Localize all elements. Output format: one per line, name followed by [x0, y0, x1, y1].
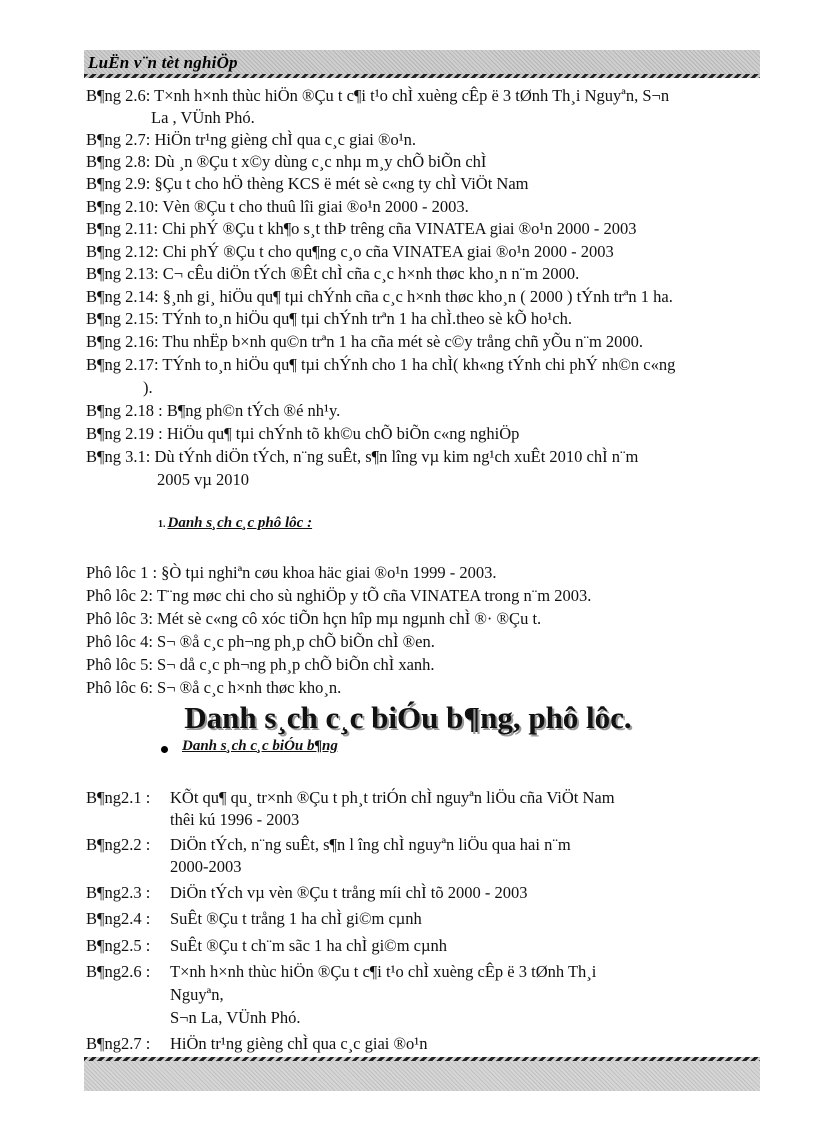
page-footer	[84, 1057, 760, 1091]
table-list-line: B¶ng 2.17: TÝnh to¸n hiÖu qu¶ tµi chÝnh cho 1 ha chÌ( kh«ng tÝnh chi phÝ nh©n c«ng	[86, 355, 676, 374]
table-list-line: B¶ng 2.11: Chi phÝ ®Çu t kh¶o s¸t thÞ trêng cña VINATEA giai ®o¹n 2000 - 2003	[86, 219, 637, 238]
appendix-item: Phô lôc 3: Mét sè c«ng cô xóc tiÕn hçn hîp mµ ngµnh chÌ ®· ®Çu t.	[86, 609, 542, 628]
table-entry-text: Nguyªn,	[170, 985, 224, 1004]
header-title: LuËn v¨n tèt nghiÖp	[88, 53, 238, 72]
table-list-line: B¶ng 2.15: TÝnh to¸n hiÖu qu¶ tµi chÝnh trªn 1 ha chÌ.theo sè kÕ ho¹ch.	[86, 309, 572, 328]
table-entry-label: B¶ng2.3 :	[86, 883, 151, 902]
table-list-line: B¶ng 2.14: §¸nh gi¸ hiÖu qu¶ tµi chÝnh cña c¸c h×nh thøc kho¸n ( 2000 ) tÝnh trªn 1 ha.	[86, 287, 673, 306]
appendix-heading-bullet: 1.	[158, 519, 166, 530]
table-entry-text: DiÖn tÝch, n¨ng suÊt, s¶n l îng chÌ nguyªn liÖu qua hai n¨m	[170, 835, 571, 854]
table-list-line: B¶ng 3.1: Dù tÝnh diÖn tÝch, n¨ng suÊt, s¶n lîng vµ kim ng¹ch xuÊt 2010 chÌ n¨m	[86, 447, 639, 466]
table-entry-text: 2000-2003	[170, 857, 242, 876]
table-list-line: B¶ng 2.7: HiÖn tr¹ng gièng chÌ qua c¸c giai ®o¹n.	[86, 130, 417, 149]
table-list-line: B¶ng 2.16: Thu nhËp b×nh qu©n trªn 1 ha cña mét sè c©y trång chñ yÕu n¨m 2000.	[86, 332, 644, 351]
table-list-line: ).	[143, 378, 153, 397]
table-list-line: B¶ng 2.19 : HiÖu qu¶ tµi chÝnh tõ kh©u chÕ biÕn c«ng nghiÖp	[86, 424, 520, 443]
table-list-line: 2005 vµ 2010	[157, 470, 250, 489]
appendix-item: Phô lôc 2: T¨ng møc chi cho sù nghiÖp y tÕ cña VINATEA trong n¨m 2003.	[86, 586, 592, 605]
table-entry-text: S¬n La, VÜnh Phó.	[170, 1008, 301, 1027]
page-header	[84, 50, 760, 78]
table-entry-label: B¶ng2.4 :	[86, 909, 151, 928]
table-entry-label: B¶ng2.7 :	[86, 1034, 151, 1053]
footer-rule	[84, 1057, 760, 1061]
appendix-item: Phô lôc 4: S¬ ®å c¸c ph¬ng ph¸p chÕ biÕn chÌ ®en.	[86, 632, 435, 651]
table-list-line: B¶ng 2.6: T×nh h×nh thùc hiÖn ®Çu t c¶i t¹o chÌ xuèng cÊp ë 3 tØnh Th¸i Nguyªn, S¬n	[86, 86, 670, 105]
table-entry-label: B¶ng2.5 :	[86, 936, 151, 955]
table-entry-label: B¶ng2.6 :	[86, 962, 151, 981]
table-entry-text: HiÖn tr¹ng gièng chÌ qua c¸c giai ®o¹n	[170, 1034, 428, 1053]
table-list-line: B¶ng 2.18 : B¶ng ph©n tÝch ®é nh¹y.	[86, 401, 341, 420]
table-list-line: La , VÜnh Phó.	[151, 108, 255, 127]
table-list-line: B¶ng 2.10: Vèn ®Çu t cho thuû lîi giai ®o¹n 2000 - 2003.	[86, 197, 469, 216]
appendix-heading-text: Danh s¸ch c¸c phô lôc :	[167, 515, 313, 531]
table-list-line: B¶ng 2.9: §Çu t cho hÖ thèng KCS ë mét sè c«ng ty chÌ ViÖt Nam	[86, 174, 529, 193]
table-entry-text: T×nh h×nh thùc hiÖn ®Çu t c¶i t¹o chÌ xuèng cÊp ë 3 tØnh Th¸i	[170, 962, 597, 981]
main-title: Danh s¸ch c¸c biÓu b¶ng, phô lôc.	[184, 700, 632, 735]
table-list-line: B¶ng 2.13: C¬ cÊu diÖn tÝch ®Êt chÌ cña c¸c h×nh thøc kho¸n n¨m 2000.	[86, 264, 580, 283]
table-entry-text: KÕt qu¶ qu¸ tr×nh ®Çu t ph¸t triÓn chÌ nguyªn liÖu cña ViÖt Nam	[170, 788, 615, 807]
table-entry-label: B¶ng2.1 :	[86, 788, 151, 807]
appendix-item: Phô lôc 6: S¬ ®å c¸c h×nh thøc kho¸n.	[86, 678, 342, 697]
table-entry-text: SuÊt ®Çu t ch¨m sãc 1 ha chÌ gi©m cµnh	[170, 936, 447, 955]
appendix-item: Phô lôc 5: S¬ då c¸c ph¬ng ph¸p chÕ biÕn chÌ xanh.	[86, 655, 435, 674]
header-rule	[84, 74, 760, 78]
bullet-icon	[161, 746, 168, 753]
appendix-item: Phô lôc 1 : §Ò tµi nghiªn cøu khoa häc giai ®o¹n 1999 - 2003.	[86, 563, 497, 582]
table-entry-text: DiÖn tÝch vµ vèn ®Çu t trång míi chÌ tõ 2000 - 2003	[170, 883, 528, 902]
table-entry-text: SuÊt ®Çu t trång 1 ha chÌ gi©m cµnh	[170, 909, 422, 928]
table-entry-label: B¶ng2.2 :	[86, 835, 151, 854]
table-list-line: B¶ng 2.8: Dù ¸n ®Çu t x©y dùng c¸c nhµ m¸y chÕ biÕn chÌ	[86, 152, 487, 171]
table-list-line: B¶ng 2.12: Chi phÝ ®Çu t cho qu¶ng c¸o cña VINATEA giai ®o¹n 2000 - 2003	[86, 242, 614, 261]
table-entry-text: thêi kú 1996 - 2003	[170, 810, 300, 829]
tables-subheading: Danh s¸ch c¸c biÓu b¶ng	[182, 738, 338, 754]
appendix-heading	[158, 515, 312, 532]
